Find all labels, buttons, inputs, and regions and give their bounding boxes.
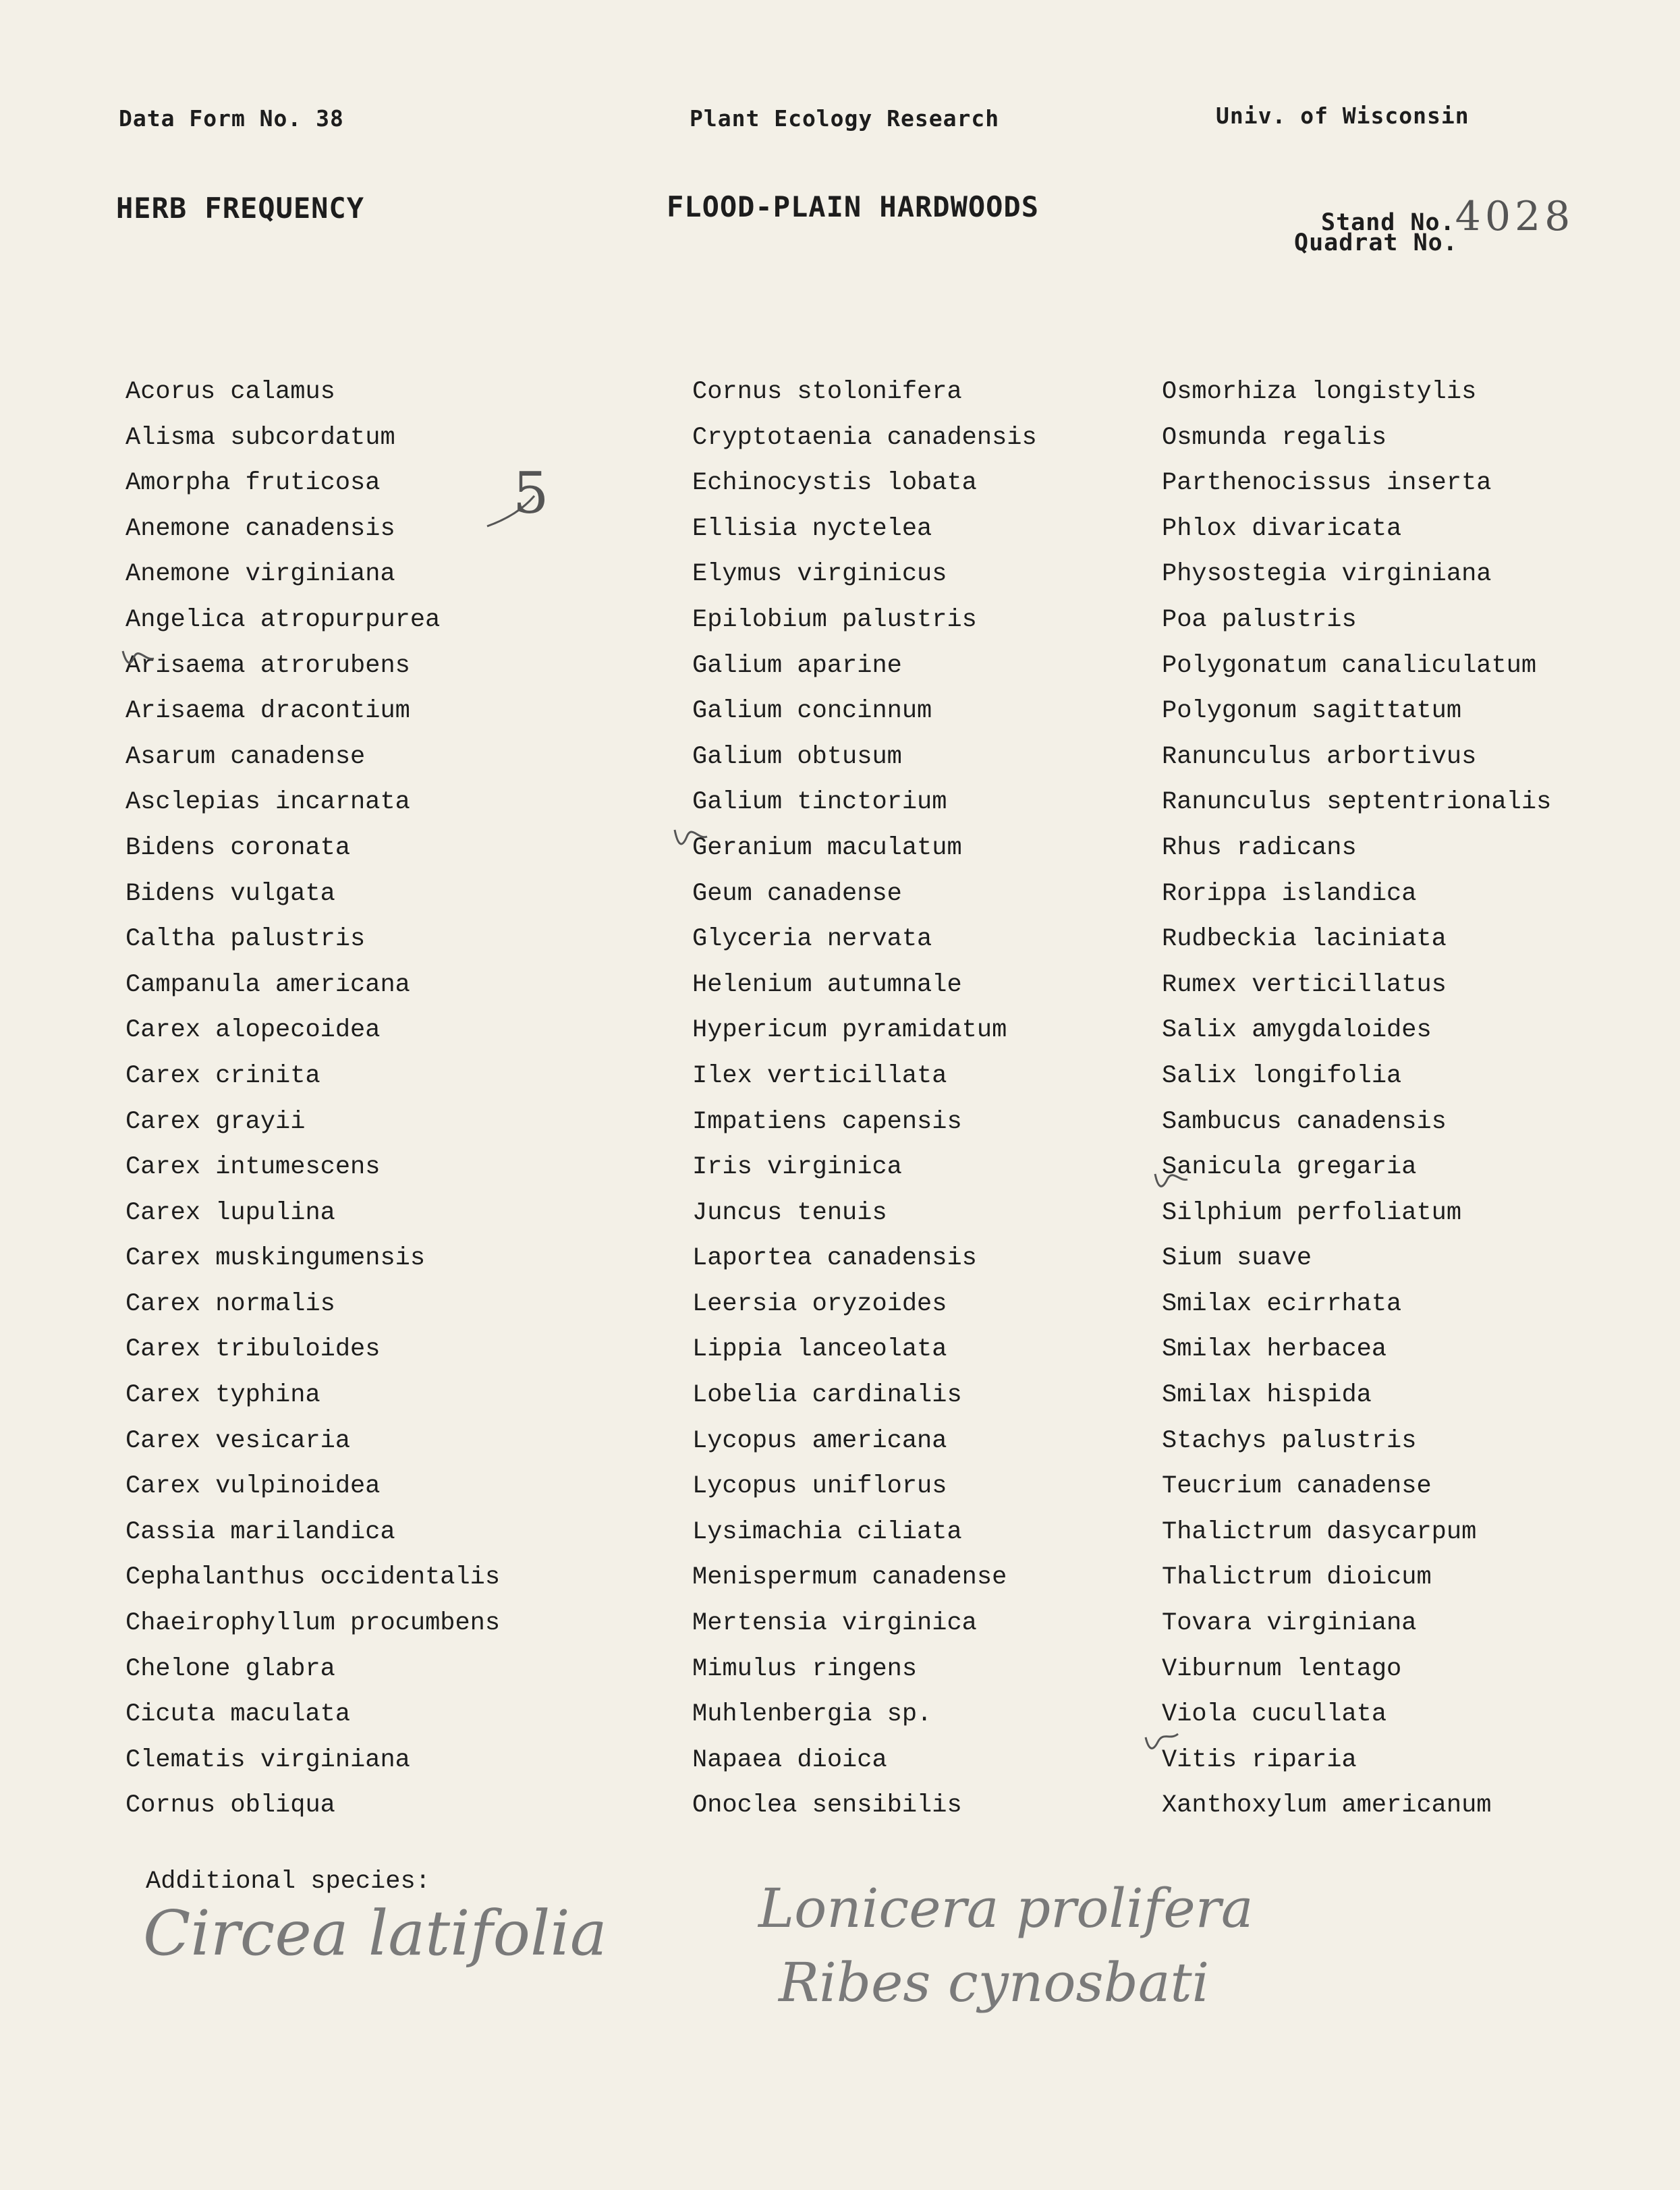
stand-value: 4028 (1455, 193, 1575, 240)
species-name: Epilobium palustris (692, 605, 977, 634)
species-name: Geranium maculatum (692, 833, 962, 862)
species-name: Poa palustris (1162, 605, 1357, 634)
species-name: Impatiens capensis (692, 1107, 962, 1136)
species-name: Cornus stolonifera (692, 378, 962, 406)
species-name: Echinocystis lobata (692, 469, 977, 498)
species-name: Cephalanthus occidentalis (125, 1563, 501, 1592)
species-name: Leersia oryzoides (692, 1289, 947, 1318)
species-name: Lobelia cardinalis (692, 1381, 962, 1410)
organization: Plant Ecology Research (690, 105, 1000, 132)
species-name: Glyceria nervata (692, 925, 932, 954)
species-name: Galium tinctorium (692, 788, 947, 817)
species-name: Carex intumescens (125, 1153, 381, 1182)
species-name: Cassia marilandica (125, 1517, 395, 1546)
species-name: Ranunculus septentrionalis (1162, 788, 1552, 817)
species-name: Smilax ecirrhata (1162, 1289, 1402, 1318)
species-name: Onoclea sensibilis (692, 1791, 962, 1820)
species-name: Juncus tenuis (692, 1198, 887, 1227)
species-name: Mertensia virginica (692, 1609, 977, 1638)
species-name: Lycopus americana (692, 1426, 947, 1455)
species-name: Galium concinnum (692, 697, 932, 726)
species-name: Carex typhina (125, 1381, 320, 1410)
species-name: Anemone virginiana (125, 560, 395, 589)
species-name: Teucrium canadense (1162, 1472, 1432, 1501)
species-name: Viola cucullata (1162, 1700, 1387, 1729)
species-name: Phlox divaricata (1162, 514, 1402, 543)
species-name: Carex crinita (125, 1061, 320, 1090)
species-name: Laportea canadensis (692, 1244, 977, 1273)
species-name: Stachys palustris (1162, 1426, 1417, 1455)
additional-species-entry: Circea latifolia (143, 1897, 607, 1969)
species-name: Osmunda regalis (1162, 423, 1387, 452)
species-name: Iris virginica (692, 1153, 902, 1182)
species-name: Arisaema atrorubens (125, 651, 410, 680)
species-name: Carex tribuloides (125, 1335, 381, 1364)
check-mark-geranium (675, 830, 707, 844)
species-name: Ilex verticillata (692, 1061, 947, 1090)
species-name: Salix longifolia (1162, 1061, 1402, 1090)
species-name: Acorus calamus (125, 378, 335, 406)
species-name: Menispermum canadense (692, 1563, 1007, 1592)
check-mark-arisaema (123, 651, 154, 663)
species-name: Thalictrum dioicum (1162, 1563, 1432, 1592)
species-name: Campanula americana (125, 970, 410, 999)
species-name: Arisaema dracontium (125, 697, 410, 726)
species-name: Anemone canadensis (125, 514, 395, 543)
check-mark-viola (1146, 1734, 1178, 1748)
species-name: Mimulus ringens (692, 1654, 918, 1683)
species-name: Napaea dioica (692, 1745, 887, 1774)
species-name: Carex grayii (125, 1107, 306, 1136)
university: Univ. of Wisconsin (1216, 103, 1469, 129)
species-name: Carex lupulina (125, 1198, 335, 1227)
form-title: HERB FREQUENCY (116, 192, 365, 225)
species-name: Sium suave (1162, 1244, 1312, 1273)
species-name: Xanthoxylum americanum (1162, 1791, 1492, 1820)
species-name: Sambucus canadensis (1162, 1107, 1447, 1136)
species-name: Ranunculus arbortivus (1162, 742, 1477, 771)
species-name: Asarum canadense (125, 742, 366, 771)
check-mark-sanicula (1155, 1174, 1187, 1186)
species-name: Lippia lanceolata (692, 1335, 947, 1364)
species-name: Muhlenbergia sp. (692, 1700, 932, 1729)
additional-species-label: Additional species: (146, 1868, 430, 1896)
species-name: Geum canadense (692, 879, 902, 908)
additional-species-entry: Ribes cynosbati (779, 1951, 1210, 2014)
species-name: Osmorhiza longistylis (1162, 378, 1477, 406)
species-name: Bidens vulgata (125, 879, 335, 908)
species-name: Asclepias incarnata (125, 788, 410, 817)
form-number: Data Form No. 38 (119, 105, 344, 132)
stand-label: Stand No. (1321, 209, 1455, 236)
species-name: Physostegia virginiana (1162, 560, 1492, 589)
species-name: Bidens coronata (125, 833, 351, 862)
species-name: Smilax hispida (1162, 1381, 1372, 1410)
species-name: Cryptotaenia canadensis (692, 423, 1037, 452)
community-title: FLOOD-PLAIN HARDWOODS (667, 190, 1040, 223)
species-name: Cicuta maculata (125, 1700, 351, 1729)
species-name: Lysimachia ciliata (692, 1517, 962, 1546)
species-name: Cornus obliqua (125, 1791, 335, 1820)
species-name: Rudbeckia laciniata (1162, 925, 1447, 954)
species-name: Smilax herbacea (1162, 1335, 1387, 1364)
species-name: Galium aparine (692, 651, 902, 680)
species-name: Polygonatum canaliculatum (1162, 651, 1537, 680)
species-name: Caltha palustris (125, 925, 366, 954)
species-name: Galium obtusum (692, 742, 902, 771)
amorpha-tally-mark: 5 (513, 460, 549, 526)
species-name: Tovara virginiana (1162, 1609, 1417, 1638)
species-name: Hypericum pyramidatum (692, 1016, 1007, 1045)
species-name: Salix amygdaloides (1162, 1016, 1432, 1045)
species-name: Carex alopecoidea (125, 1016, 381, 1045)
species-name: Viburnum lentago (1162, 1654, 1402, 1683)
species-name: Alisma subcordatum (125, 423, 395, 452)
species-name: Rorippa islandica (1162, 879, 1417, 908)
species-name: Ellisia nyctelea (692, 514, 932, 543)
species-name: Rumex verticillatus (1162, 970, 1447, 999)
species-name: Thalictrum dasycarpum (1162, 1517, 1477, 1546)
species-name: Chelone glabra (125, 1654, 335, 1683)
species-name: Helenium autumnale (692, 970, 962, 999)
species-name: Clematis virginiana (125, 1745, 410, 1774)
species-name: Vitis riparia (1162, 1745, 1357, 1774)
species-name: Rhus radicans (1162, 833, 1357, 862)
species-name: Chaeirophyllum procumbens (125, 1609, 501, 1638)
additional-species-entry: Lonicera prolifera (758, 1877, 1254, 1940)
species-name: Carex vulpinoidea (125, 1472, 381, 1501)
species-name: Carex normalis (125, 1289, 335, 1318)
species-name: Amorpha fruticosa (125, 469, 381, 498)
species-name: Sanicula gregaria (1162, 1153, 1417, 1182)
species-name: Carex vesicaria (125, 1426, 351, 1455)
species-name: Parthenocissus inserta (1162, 469, 1492, 498)
quadrat-label: Quadrat No. (1294, 229, 1458, 256)
species-name: Angelica atropurpurea (125, 605, 441, 634)
species-name: Silphium perfoliatum (1162, 1198, 1462, 1227)
species-name: Lycopus uniflorus (692, 1472, 947, 1501)
species-name: Polygonum sagittatum (1162, 697, 1462, 726)
species-name: Carex muskingumensis (125, 1244, 426, 1273)
species-name: Elymus virginicus (692, 560, 947, 589)
